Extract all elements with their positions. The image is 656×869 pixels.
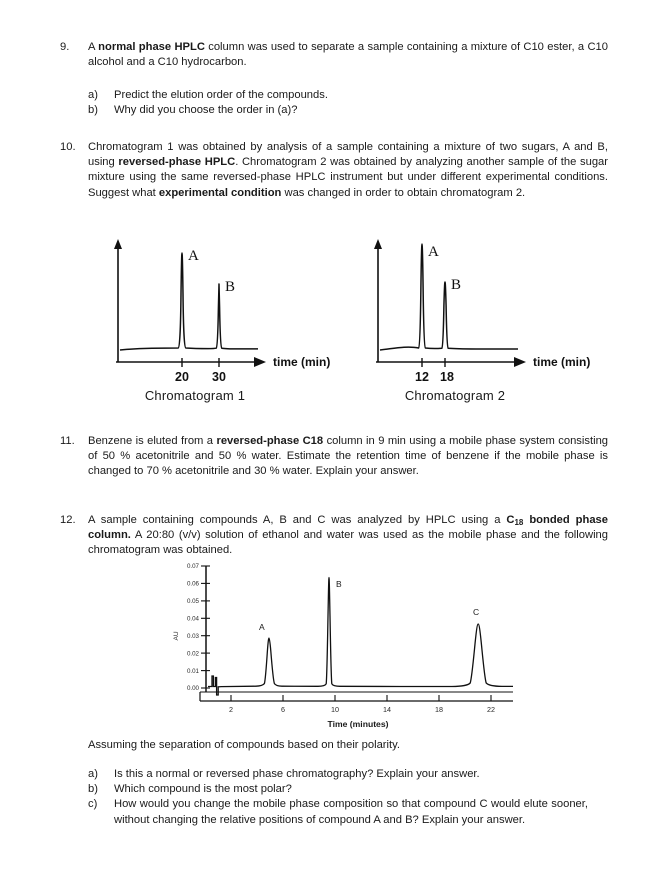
chromatogram-2-xtick-12: 12 xyxy=(415,370,429,384)
chromatogram-3-ytick-1: 0.01 xyxy=(186,667,199,675)
chromatogram-2-peak-label-b: B xyxy=(451,277,462,293)
chromatogram-1-figure xyxy=(100,236,350,403)
chromatogram-3-plot xyxy=(168,562,520,734)
chromatogram-3-ytick-3: 0.03 xyxy=(186,632,199,640)
chromatogram-3-ytick-7: 0.07 xyxy=(186,563,199,571)
chromatogram-2-trace xyxy=(380,244,518,350)
question-9-sub-a-text: Predict the elution order of the compounds. xyxy=(114,89,328,101)
q10-emphasis-reversed-phase-hplc: reversed-phase HPLC xyxy=(118,156,236,169)
chromatogram-3-ytick-0: 0.00 xyxy=(186,685,199,693)
question-12-sub-b-label: b) xyxy=(88,783,98,796)
question-11 xyxy=(52,434,608,480)
question-12-sub-c xyxy=(88,797,588,827)
chromatogram-1-caption: Chromatogram 1 xyxy=(144,388,246,403)
question-12-sub-a-text: Is this a normal or reversed phase chromatography? Explain your answer. xyxy=(114,768,480,780)
question-9-number: 9. xyxy=(60,41,70,53)
question-12-sub-b xyxy=(88,782,588,797)
question-12-sub-b-text: Which compound is the most polar? xyxy=(114,783,292,796)
question-12 xyxy=(52,513,608,559)
chromatogram-1-peak-label-b: B xyxy=(225,279,236,295)
chromatogram-1-trace xyxy=(120,253,258,350)
chromatogram-2-plot xyxy=(360,236,610,386)
chromatogram-3-ytick-2: 0.02 xyxy=(186,650,199,658)
question-12-sub-c-text: How would you change the mobile phase composition so that compound C would elute sooner, without changing the relative positions of compound A and B? Explain your answer. xyxy=(114,798,588,826)
q11-emphasis-reversed-phase-c18: reversed-phase C18 xyxy=(216,435,324,447)
chromatogram-3-peak-label-b: B xyxy=(336,579,342,589)
question-11-number: 11. xyxy=(60,435,75,447)
chromatogram-1-peak-label-a: A xyxy=(188,248,199,264)
question-11-text: Benzene is eluted from a reversed-phase C18 column in 9 min using a mobile phase system consisting of 50 % acetonitrile and 50 % water. Estimate the retention time of benzene if the mobile phase is changed to 70 % acetonitrile and 30 % water. Explain your answer. xyxy=(88,435,609,478)
chromatogram-3-peak-label-c: C xyxy=(473,607,480,617)
chromatogram-2-peak-label-a: A xyxy=(428,244,439,260)
question-10 xyxy=(52,140,608,201)
question-12-sublist xyxy=(88,767,588,828)
question-9-sub-a xyxy=(88,88,568,103)
chromatogram-3-ytick-6: 0.06 xyxy=(186,580,199,588)
question-12-sub-a xyxy=(88,767,588,782)
question-9-sub-a-label: a) xyxy=(88,89,98,101)
q10-emphasis-experimental-condition: experimental condition xyxy=(158,186,282,199)
chromatogram-1-xlabel: time (min) xyxy=(273,355,331,369)
question-10-text: Chromatogram 1 was obtained by analysis of a sample containing a mixture of two sugars, A and B, using reversed-phase HPLC. Chromatogram 2 was obtained by analyzing another sample of the sugar mixture using the same reversed-phase HPLC instrument but under different experimental conditions. Suggest what experimental condition was changed in order to obtain chromatogram 2. xyxy=(88,141,608,199)
chromatogram-2-xlabel: time (min) xyxy=(533,355,591,369)
chromatogram-1-plot xyxy=(100,236,350,386)
question-9-sub-b xyxy=(88,103,568,118)
chromatogram-2-x-axis xyxy=(376,357,526,367)
question-9-sub-b-label: b) xyxy=(88,104,98,117)
chromatogram-3-ytick-4: 0.04 xyxy=(186,615,199,623)
question-12-sub-a-label: a) xyxy=(88,768,98,780)
chromatogram-3-figure xyxy=(168,562,520,734)
chromatogram-2-caption: Chromatogram 2 xyxy=(404,388,506,403)
chromatogram-3-ylabel: AU xyxy=(173,631,180,641)
question-9-text: A normal phase HPLC column was used to separate a sample containing a mixture of C10 ester, a C10 alcohol and a C10 hydrocarbon. xyxy=(88,41,608,69)
chromatogram-1-x-axis xyxy=(116,357,266,367)
chromatogram-3-xtick-22: 22 xyxy=(487,705,495,714)
question-10-number: 10. xyxy=(60,141,76,153)
chromatogram-2-figure xyxy=(360,236,610,403)
c18-subscript: 18 xyxy=(514,518,524,527)
chromatogram-3-trace xyxy=(221,578,513,687)
chromatogram-2-xtick-18: 18 xyxy=(440,370,454,384)
chromatogram-1-xtick-30: 30 xyxy=(212,370,226,384)
chromatogram-3-x-ticks xyxy=(231,695,491,701)
question-9-sub-b-text: Why did you choose the order in (a)? xyxy=(114,104,298,117)
chromatogram-3-peak-label-a: A xyxy=(259,622,265,632)
chromatogram-3-xtick-18: 18 xyxy=(435,705,443,714)
chromatogram-3-xtick-2: 2 xyxy=(229,705,233,714)
q12-emphasis-c18-bonded-phase: $C_{18}$ bonded phase column. xyxy=(88,514,608,542)
q9-emphasis-normal-phase-hplc: normal phase HPLC xyxy=(98,41,205,53)
chromatogram-2-y-axis xyxy=(374,239,382,362)
question-12-sub-c-label: c) xyxy=(88,798,98,811)
chromatogram-1-y-axis xyxy=(114,239,122,362)
chromatogram-3-xtick-14: 14 xyxy=(383,705,391,714)
question-12-number: 12. xyxy=(60,514,76,526)
question-9 xyxy=(52,40,608,70)
chromatogram-3-axes xyxy=(200,566,513,701)
chromatogram-1-xtick-20: 20 xyxy=(175,370,189,384)
chromatogram-3-xtick-10: 10 xyxy=(331,705,339,714)
question-12-text: A sample containing compounds A, B and C was analyzed by HPLC using a $C_{18}$ bonded phase column. A 20:80 (v/v) solution of ethanol and water was used as the mobile phase and the following chromatogram was obtained. xyxy=(88,514,608,557)
chromatogram-3-xtick-6: 6 xyxy=(281,705,285,714)
question-9-sublist xyxy=(88,88,568,118)
chromatogram-3-xlabel: Time (minutes) xyxy=(327,719,389,729)
chromatogram-3-ytick-5: 0.05 xyxy=(186,598,199,606)
question-12-assumption: Assuming the separation of compounds based on their polarity. xyxy=(88,739,400,751)
